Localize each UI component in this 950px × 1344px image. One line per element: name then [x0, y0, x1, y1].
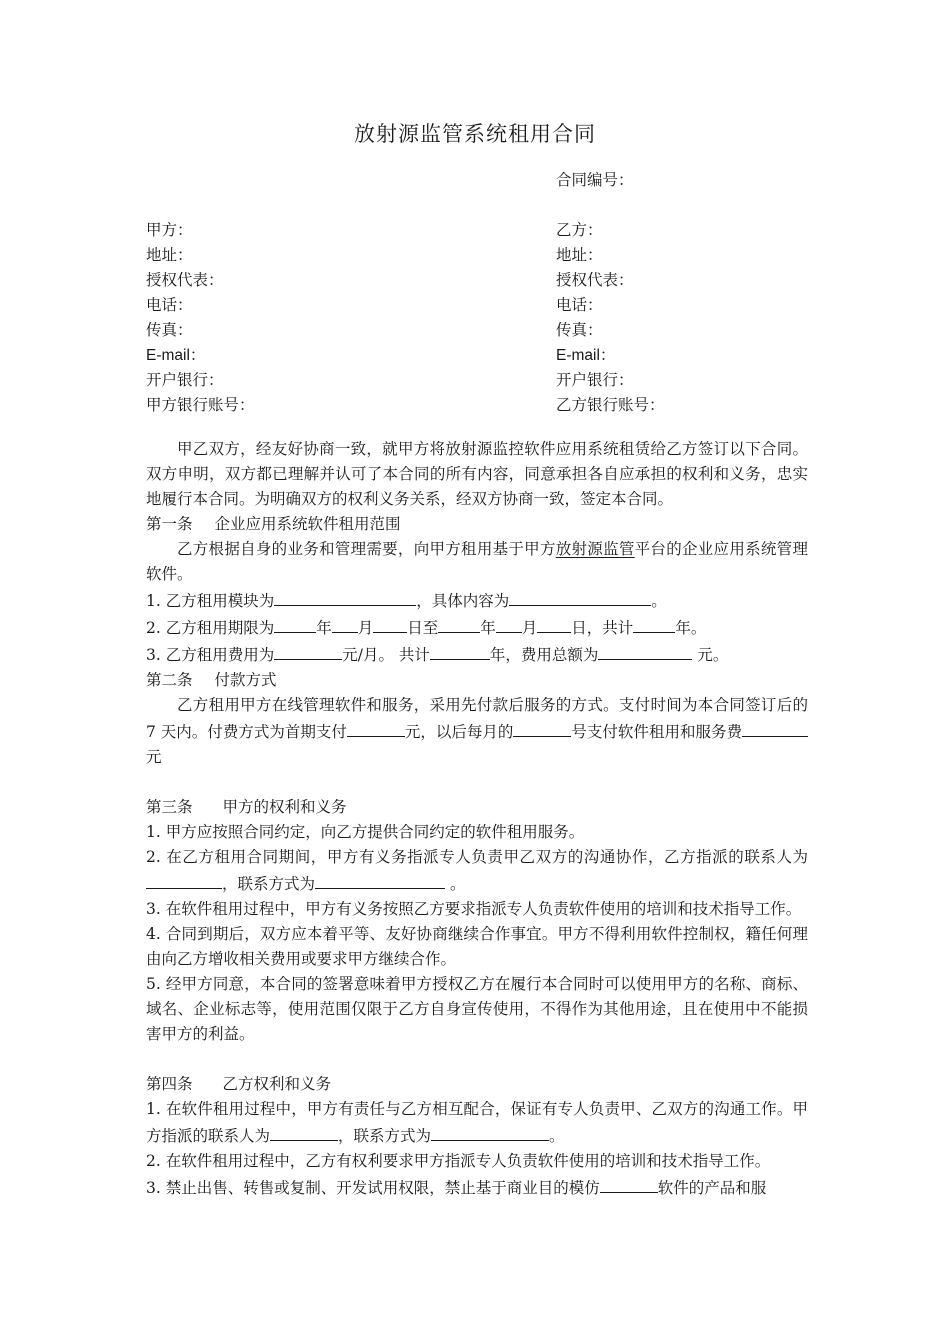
text: 元。 — [692, 646, 729, 664]
text: 乙方根据自身的业务和管理需要，向甲方租用基于甲方 — [177, 540, 556, 558]
article-1-number: 第一条 — [146, 515, 193, 533]
blank-b-contact-method[interactable] — [315, 870, 445, 889]
article-4-item-2: 2. 在软件租用过程中，乙方有权利要求甲方指派专人负责软件使用的培训和技术指导工作。 — [146, 1152, 771, 1170]
text: ，具体内容为 — [416, 592, 510, 610]
party-b-block — [556, 218, 665, 418]
party-b-email: E-mail： — [556, 347, 616, 364]
party-a-representative: 授权代表： — [146, 271, 224, 289]
intro-paragraph: 甲乙双方，经友好协商一致，就甲方将放射源监控软件应用系统租赁给乙方签订以下合同。双方申明，双方都已理解并认可了本合同的所有内容，同意承担各自应承担的权利和义务，忠实地履行本合同。为明确双方的权利义务关系，经双方协商一致，签定本合同。 — [146, 440, 808, 508]
blank-start-day[interactable] — [373, 614, 407, 633]
article-2-number: 第二条 — [146, 671, 193, 689]
text: 日，共计 — [571, 619, 634, 637]
blank-first-payment[interactable] — [347, 718, 405, 737]
party-a-block — [146, 218, 255, 418]
text: 1. 乙方租用模块为 — [146, 592, 275, 610]
text: 年。 — [675, 619, 707, 637]
text: 3. 乙方租用费用为 — [146, 646, 275, 664]
article-4-item-3 — [146, 1174, 808, 1201]
article-2-title: 付款方式 — [214, 671, 277, 689]
party-a-email: E-mail： — [146, 347, 206, 364]
party-a-fax: 传真： — [146, 321, 193, 339]
article-4-heading — [146, 1072, 808, 1097]
blank-start-month[interactable] — [332, 614, 358, 633]
text: ，联系方式为 — [338, 1127, 432, 1145]
article-4-item-1 — [146, 1097, 808, 1149]
blank-payment-day[interactable] — [513, 718, 571, 737]
text: 软件的产品和服 — [657, 1179, 767, 1197]
text: 。 — [445, 875, 466, 893]
text: 元 — [146, 748, 162, 766]
text: 元/月。 共计 — [342, 646, 430, 664]
article-1-title: 企业应用系统软件租用范围 — [214, 515, 401, 533]
article-4-number: 第四条 — [146, 1075, 193, 1093]
article-3-title: 甲方的权利和义务 — [222, 798, 347, 816]
article-1-item-3 — [146, 641, 808, 668]
blank-total-fee[interactable] — [598, 641, 692, 660]
contract-body — [146, 437, 808, 1201]
blank-end-day[interactable] — [537, 614, 571, 633]
text: 元，以后每月的 — [404, 723, 514, 741]
text: 平台的企业应用系统管理软件。 — [146, 540, 808, 583]
article-3-item-1: 1. 甲方应按照合同约定，向乙方提供合同约定的软件租用服务。 — [146, 823, 585, 841]
text: 。 — [651, 592, 667, 610]
text: 。 — [549, 1127, 565, 1145]
article-1-paragraph — [146, 537, 808, 587]
party-b-address: 地址： — [556, 246, 603, 264]
article-2-paragraph — [146, 693, 808, 770]
party-a-account: 甲方银行账号： — [146, 396, 255, 414]
article-3-item-3: 3. 在软件租用过程中，甲方有义务按照乙方要求指派专人负责软件使用的培训和技术指导工作。 — [146, 900, 802, 918]
party-a-address: 地址： — [146, 246, 193, 264]
text: 2. 在乙方租用合同期间，甲方有义务指派专人负责甲乙双方的沟通协作，乙方指派的联系人为 — [146, 848, 808, 866]
text: 月 — [357, 619, 374, 637]
party-b-fax: 传真： — [556, 321, 603, 339]
text: 年 — [480, 619, 496, 637]
article-1-heading — [146, 512, 808, 537]
text: 2. 乙方租用期限为 — [146, 619, 275, 637]
text: 乙方租用甲方在线管理软件和服务，采用先付款后服务的方式。支付时间为本合同签订后的 7 天内。付费方式为首期支付 — [146, 696, 808, 741]
contract-number-label: 合同编号： — [556, 171, 634, 189]
blank-a-contact[interactable] — [270, 1122, 338, 1141]
blank-software-name[interactable] — [600, 1174, 658, 1193]
blank-end-year[interactable] — [438, 614, 480, 633]
article-1-item-1 — [146, 587, 808, 614]
blank-module[interactable] — [274, 587, 416, 606]
blank-end-month[interactable] — [496, 614, 522, 633]
party-b-representative: 授权代表： — [556, 271, 634, 289]
text: 号支付软件租用和服务费 — [571, 723, 742, 741]
party-b-bank: 开户银行： — [556, 371, 634, 389]
party-b-account: 乙方银行账号： — [556, 396, 665, 414]
article-1-item-2 — [146, 614, 808, 641]
text: 月 — [521, 619, 538, 637]
article-3-heading — [146, 795, 808, 820]
article-4-title: 乙方权利和义务 — [222, 1075, 332, 1093]
article-3-item-2 — [146, 845, 808, 897]
platform-name: 放射源监管 — [555, 540, 635, 558]
article-3-item-5: 5. 经甲方同意，本合同的签署意味着甲方授权乙方在履行本合同时可以使用甲方的名称、商标、域名、企业标志等，使用范围仅限于乙方自身宣传使用，不得作为其他用途，且在使用中不能损害甲方的利益。 — [146, 975, 808, 1043]
article-3-number: 第三条 — [146, 798, 193, 816]
text: 日至 — [407, 619, 439, 637]
blank-monthly-fee[interactable] — [274, 641, 342, 660]
party-a-bank: 开户银行： — [146, 371, 224, 389]
party-b-phone: 电话： — [556, 296, 603, 314]
text: 1. 在软件租用过程中，甲方有责任与乙方相互配合，保证有专人负责甲、乙双方的沟通工作。甲方指派的联系人为 — [146, 1100, 808, 1145]
document-title: 放射源监管系统租用合同 — [354, 122, 596, 146]
party-a-phone: 电话： — [146, 296, 193, 314]
article-3-item-4: 4. 合同到期后，双方应本着平等、友好协商继续合作事宜。甲方不得利用软件控制权，籍任何理由向乙方增收相关费用或要求甲方继续合作。 — [146, 925, 808, 968]
blank-fee-years[interactable] — [430, 641, 490, 660]
blank-service-fee[interactable] — [742, 718, 808, 737]
text: 3. 禁止出售、转售或复制、开发试用权限，禁止基于商业目的模仿 — [146, 1179, 600, 1197]
party-b-name: 乙方： — [556, 221, 603, 239]
text: 年 — [316, 619, 332, 637]
blank-content[interactable] — [509, 587, 651, 606]
text: 年，费用总额为 — [489, 646, 599, 664]
blank-b-contact[interactable] — [146, 870, 222, 889]
blank-a-contact-method[interactable] — [431, 1122, 549, 1141]
blank-total-years[interactable] — [633, 614, 675, 633]
article-2-heading — [146, 668, 808, 693]
text: ，联系方式为 — [222, 875, 316, 893]
blank-start-year[interactable] — [274, 614, 316, 633]
party-a-name: 甲方： — [146, 221, 193, 239]
